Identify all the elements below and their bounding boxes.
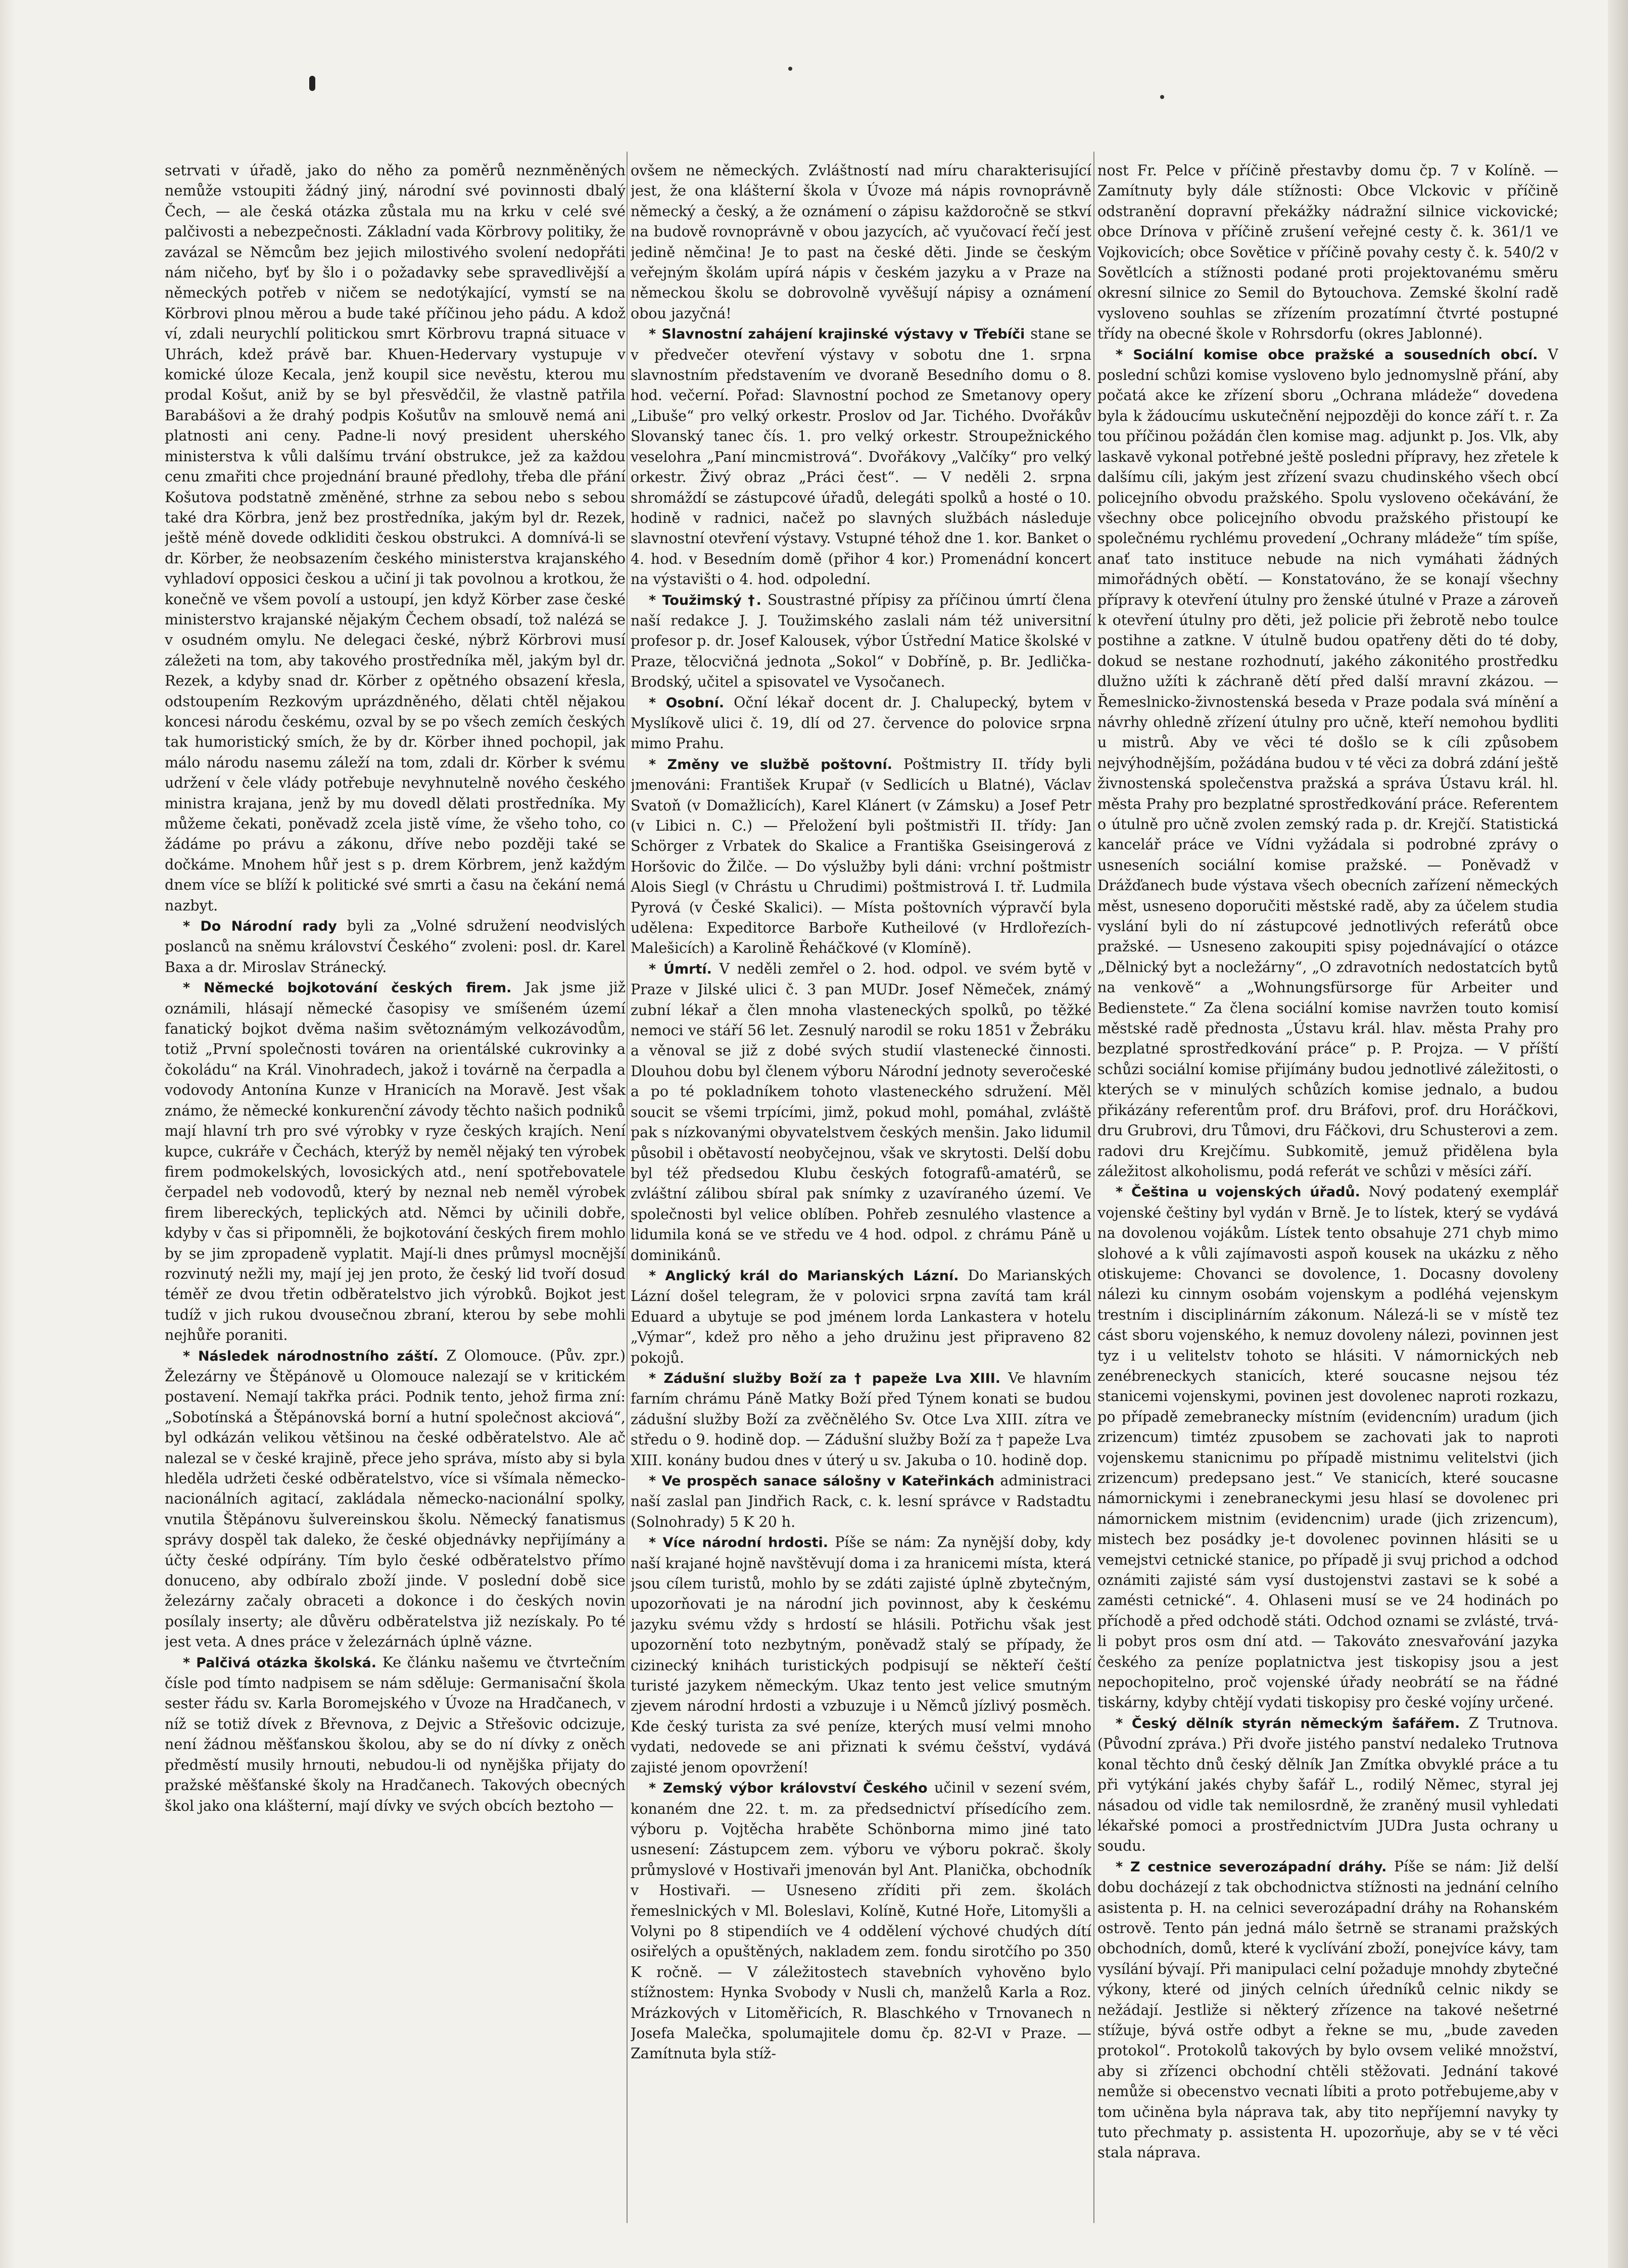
article-heading: * Slavnostní zahájení krajinské výstavy v Třebíči bbox=[649, 326, 1025, 343]
article-heading: * Toužimský †. bbox=[649, 592, 761, 608]
article-narodni-rada bbox=[165, 916, 626, 978]
article-heading: * Úmrtí. bbox=[649, 961, 712, 977]
article-heading: * Z cestnice severozápadní dráhy. bbox=[1116, 1859, 1387, 1875]
article-heading: * Anglický král do Marianských Lázní. bbox=[649, 1268, 959, 1284]
text-column-3 bbox=[1097, 161, 1558, 2232]
article-osobni bbox=[631, 693, 1091, 754]
article-heading: * Ve prospěch sanace sálošny v Kateřinkách bbox=[649, 1473, 995, 1489]
article-nasledek bbox=[165, 1346, 626, 1653]
article-anglicky-kral bbox=[631, 1266, 1091, 1368]
article-body: Píše se nám: Za nynější doby, kdy naší krajané hojně navštěvují doma i za hranicemi místa, která jsou cílem turistů, mohlo by se zdáti zajisté úplně zbytečným, upozorňovati je na národní jich povinnost, aby k českému jazyku svému vždy s hrdostí se hlásili. Potřichu však jest upozornění toto nezbytným, poněvadž stalý se případy, že cizinecký knihách turistických podpisují se někteří čeští turisté jazykem německým. Ukaz tento jest velice smutným zjevem národní hrdosti a vzbuzuje i u Němců jízlivý posměch. Kde český turista za své peníze, kterých musí velmi mnoho vydati, nedovede se ani přiznati k svému češství, vydává zajisté jenom opovržení! bbox=[631, 1534, 1091, 1776]
article-body: Z Olomouce. (Pův. zpr.) Železárny ve Štěpánově u Olomouce nalezají se v kritickém postavení. Nemají takřka práci. Podnik tento, jehož firma zní: „Sobotínská a Štěpánovská borní a hutní společnost akciová“, byl odkázán velikou většinou na české odběratelstvo. Ale ač nalezal se v české krajině, přece jeho správa, místo aby si byla hleděla udržeti české odběratelstvo, více si všímala německo-nacionálních agitací, zakládala německo-nacionální spolky, vnutila Štěpánovu šulvereinskou školu. Německý fanatismus správy dospěl tak daleko, že české objednávky nepřijímány a účty české odpírány. Tím bylo české odběratelstvo přímo donuceno, aby odbíralo zboží jinde. V poslední době sice železárny začaly obraceti a dokonce i do českých novin posílaly inserty; ale důvěru odběratelstva již nezískaly. Po té jest veta. A dnes práce v železárnách úplně vázne. bbox=[165, 1347, 626, 1651]
article-delnik bbox=[1097, 1713, 1558, 1857]
article-heading: * Čeština u vojenských úřadů. bbox=[1116, 1184, 1360, 1200]
article-heading: * Následek národnostního záští. bbox=[183, 1348, 439, 1364]
article-body: Ve hlavním farním chrámu Páně Matky Boží před Týnem konati se budou zádušní služby Boží za zvěčnělého Sv. Otce Lva XIII. zítra ve středu o 9. hodině dop. — Zádušní služby Boží za † papeže Lva XIII. konány budou dnes v úterý u sv. Jakuba o 10. hodině dop. bbox=[631, 1369, 1091, 1469]
page-left-edge bbox=[0, 0, 15, 2268]
article-body: V poslední schůzi komise vysloveno bylo jednomyslně přání, aby počatá akce ke zřízení sboru „Ochrana mládeže“ dovedena byla k žádoucímu uskutečnění nejpozději do konce září t. r. Za tou příčinou požádán člen komise mag. adjunkt p. Jos. Vlk, aby laskavě vykonal potřebné ještě posledni přípravy, hez zřetele k dalšímu cíli, jakým jest zřízení svazu chudinského všech obcí policejního obvodu pražského. Spolu vysloveno očekávání, že všechny obce policejního obvodu pražského přistoupí ke společnému rychlému provedení „Ochrany mládeže“ tím spíše, anať tato instituce nebude na nich vymáhati žádných mimořádných obětí. — Konstatováno, že se konají všechny přípravy k otevření útulny pro ženské útulné v Praze a zároveň k otevření útulny pro děti, jež policie při žebrotě nebo toulce postihne a zatkne. V útulně budou opatřeny děti do té doby, dokud se nestane rozhodnutí, jakého zákonitého prostředku dlužno užíti k záchraně dětí před další mravní zkázou. — Řemeslnicko-živnostenská beseda v Praze podala svá mínění a návrhy ohledně zřízení útulny pro učně, kteří nemohou bydliti u mistrů. Aby ve věci té došlo se k cíli způsobem nejvýhodnějším, požádána budou v té věci za dobrá zdání ještě živnostenská společenstva pražská a správa Ústavu král. hl. města Prahy pro bezplatné sprostředkování práce. Referentem o útulně pro učně zvolen zemský rada p. dr. Krejčí. Statistická kancelář práce ve Vídni vyžádala si podrobné zprávy o usneseních sociální komise pražské. — Poněvadž v Drážďanech bude výstava všech obecních zařízení německých měst, usneseno doporučiti městské radě, aby za účelem studia vyslání byli do ní zástupcové jednotlivých referátů obce pražské. — Usneseno zakoupiti spisy pojednávající o otázce „Dělnický byt a nocležárny“, „O zdravotních nedostatcích bytů na venkově“ a „Wohnungsfürsorge für Arbeiter und Bedienstete.“ Za člena sociální komise navržen touto komisí městské radě přednosta „Ústavu král. hlav. města Prahy pro bezplatné sprostředkování práce“ p. P. Projza. — V příští schůzi sociální komise přijímány budou jednotlivé záležitosti, o kterých se v minulých schůzích komise jednalo, a budou přikázány referentům prof. dru Bráfovi, prof. dru Horáčkovi, dru Grubrovi, dru Tůmovi, dru Fáčkovi, dru Schusterovi a zem. radovi dru Krejčímu. Subkomitě, jemuž přidělena byla záležitost alkoholismu, podá referát ve schůzi v měsíci září. bbox=[1097, 346, 1558, 1180]
page-right-edge bbox=[1608, 0, 1628, 2268]
text-column-2 bbox=[631, 161, 1091, 2232]
article-umrti bbox=[631, 959, 1091, 1266]
column-rule bbox=[627, 152, 628, 2223]
article-body: Oční lékař docent dr. J. Chalupecký, bytem v Myslíkově ulici č. 19, dlí od 27. července do polovice srpna mimo Prahu. bbox=[631, 694, 1091, 752]
article-body: Soustrastné přípisy za příčinou úmrtí člena naší redakce J. J. Toužimského zaslali nám též universitní profesor p. dr. Josef Kalousek, výbor Ústřední Matice školské v Praze, tělocvičná jednota „Sokol“ v Dobříně, p. Br. Jedlička-Brodský, učitel a spisovatel ve Vysočanech. bbox=[631, 591, 1091, 691]
article-socialni-komise bbox=[1097, 345, 1558, 1182]
article-body: Z Trutnova. (Původní zpráva.) Při dvoře jistého panství nedaleko Trutnova konal těchto dnů český dělník Jan Zmítka obvyklé práce a tu při vytýkání jakés chyby šafář L., rodilý Němec, styral jej násadou od vidle tak nemilosrdně, že zraněný musil vyhledati lékařské pomoci a prostřednictvím JUDra Justa ochrany u soudu. bbox=[1097, 1714, 1558, 1855]
article-body: Jak jsme již oznámili, hlásají německé časopisy ve smíšeném území fanatický bojkot dvěma našim světoznámým velkozávodům, totiž „První společnosti továren na orientálské cukrovinky a čokoládu“ na Král. Vinohradech, jakož i továrně na čerpadla a vodovody Antonína Kunze v Hranicích na Moravě. Jest však známo, že německé konkurenční závody těchto našich podniků mají hlavní trh pro své výrobky v ryze českých krajích. Není kupce, cukráře v Čechách, kterýž by neměl nějaký ten výrobek firem podmokelských, lovosických atd., není spotřebovatele čerpadel neb vodovodů, který by neznal neb neměl výrobek firem libereckých, teplických atd. Němci by učinili dobře, kdyby v čas si připomněli, že bojkotování českých firem mohlo by se jim zpropadeně vyplatit. Mají-li dnes průmysl mocnější rozvinutý nežli my, mají jej jen proto, že český lid tvoří dosud téměř ze dvou třetin odběratelstvo jich výrobků. Bojkot jest tudíž v jich rukou dvousečnou zbraní, kterou by sebe mohli nejhůře poraniti. bbox=[165, 979, 626, 1344]
article-body: Ke článku našemu ve čtvrtečním čísle pod tímto nadpisem se nám sděluje: Germanisační škola sester řádu sv. Karla Boromejského v Úvoze na Hradčanech, v níž se totiž dívek z Břevnova, z Dejvic a Střešovic odcizuje, není žádnou měšťanskou školou, aby se do ní dívky z oněch předměstí musily hrnouti, nebudou-li od nynějška přijaty do pražské měšťanské školy na Hradčanech. Takových obecných škol jako ona klášterní, mají dívky ve svých obcích beztoho — bbox=[165, 1654, 626, 1814]
article-sanace bbox=[631, 1471, 1091, 1532]
article-body: Do Marianských Lázní došel telegram, že v polovici srpna zavítá tam král Eduard a ubytuje se pod jménem lorda Lankastera v hotelu „Výmar“, kdež pro něho a jeho družinu jest připraveno 82 pokojů. bbox=[631, 1267, 1091, 1366]
article-heading: * Sociální komise obce pražské a sousedních obcí. bbox=[1116, 347, 1538, 363]
article-body: Nový podatený exemplář vojenské češtiny byl vydán v Brně. Je to lístek, který se vydává na dovolenou vojákům. Lístek tento obsahuje 271 chyb mimo slohové a k vůli zajímavosti aspoň kousek na ukázku z něho otiskujeme: Chovanci se dovolence, 1. Docasny dovoleny nálezi ku cinnym osobám vojenskym a podléhá vejenskym trestním i disciplinárním zákonum. Nálezá-li se v místě tez cást sboru vojenského, k nemuz dovoleny nálezi, povinnen jest tyz i u velitelstv tohoto se hlásiti. V námornických neb zenébreneckych stanicích, které soucasne nejsou téz stanicemi vojenskymi, povinen jest dovolenec naproti rozkazu, po případě zemebranecky místním (evidencním) uradum (jich zrizencum) timtéz zpusobem se zachovati jak to naproti vojenskemu stanicnimu po případě mistnimu velitelstvi (jich zrizencum) predepsano jest.“ Ve stanicích, které soucasne námornickymi i zenebraneckymi jesu hlasí se dovolenec pri námornickem mistnim (evidencnim) urade (jich zrizencum), mistech bez posádky je-t dovolenec povinnen hlásiti se u vemejstvi cetnické stanice, po případě ji svuj prichod a odchod oznámiti zajisté sám vysí dustojenstvi zastavi se k sobé a zamésti cetnické“. 4. Ohlaseni musí se ve 24 hodinách po příchodě a před odchodě státi. Odchod oznami se zvlásté, trvá-li pobyt pros osm dní atd. — Takováto znesvařování jazyka českého za peníze poplatnictva jest tiskopisy jsou a jest nepochopitelno, proč vojenské úřady neobrátí se na řádné tiskárny, kdyby chtějí vydati tiskopisy pro české vojíny určené. bbox=[1097, 1183, 1558, 1711]
article-body: administraci naší zaslal pan Jindřich Rack, c. k. lesní správce v Radstadtu (Solnohrady) 5 K 20 h. bbox=[631, 1472, 1091, 1530]
article-continuation: setrvati v úřadě, jako do něho za poměrů neznměněných nemůže vstoupiti žádný jiný, národní své povinnosti dbalý Čech, — ale česká otázka zůstala mu na krku v celé své palčivosti a nebezpečnosti. Základní vada Körbrovy politiky, že zavázal se Němcům bez jejich milostivého svolení nedopřáti nám ničeho, byť by šlo i o požadavky sebe spravedlivější a německých potřeb v ničem se nedotýkající, vymstí se na Körbrovi plnou měrou a bude také příčinou jeho pádu. A kdož ví, zdali neurychlí politickou smrt Körbrovu trapná situace v Uhrách, kdež právě bar. Khuen-Hedervary vystupuje v komické úloze Kecala, jenž koupil sice nevěstu, kterou mu prodal Košut, aniž by se byl přesvědčil, že vlastně patřila Barabášovi a že drahý podpis Košutův na smlouvě nemá ani platnosti ani ceny. Padne-li nový president uherského ministerstva k vůli dalšímu trvání obstrukce, jež za každou cenu zmařiti chce projednání brauné předlohy, třeba dle přání Košutova podstatně změněné, strhne za sebou nebo s sebou také dra Körbra, jenž bez prostředníka, jakým byl dr. Rezek, ještě méně dovede odkliditi českou obstrukci. A domnívá-li se dr. Körber, že neobsazením českého ministerstva krajanského vyhladoví opposici českou a učiní ji tak povolnou a krotkou, že konečně ve všem povolí a ustoupí, jen když Körber zase české ministerstvo krajanské nějakým Čechem obsadí, tož nalézá se v osudném omylu. Ne delegaci české, nýbrž Körbrovi musí záležeti na tom, aby takového prostředníka měl, jakým byl dr. Rezek, a kdyby snad dr. Körber z opětného obsazení křesla, odstoupením Rezkovým uprázdněného, dělati chtěl nějakou koncesi národu českému, ozval by se po všech zemích českých tak humoristický smích, že by dr. Körber ihned pochopil, jak málo národu nasemu záleží na tom, zdali dr. Körber k svému udržení v čele vlády potřebuje nevyhnutelně nového českého ministra krajana, jenž by mu dovedl dělati prostředníka. My můžeme čekati, poněvadž zcela jistě víme, že všeho toho, co žádáme po právu a zákonu, dříve nebo později také se dočkáme. Mnohem hůř jest s p. drem Körbrem, jenž každým dnem více se blíží k politické své smrti a času na čekání nemá nazbyt. bbox=[165, 162, 626, 914]
column-rule bbox=[1093, 152, 1094, 2223]
article-body: Poštmistry II. třídy byli jmenováni: František Krupař (v Sedlicích u Blatné), Václav Svatoň (v Domažlicích), Karel Klánert (v Zámsku) a Josef Petr (v Libici n. C.) — Přeložení byli poštmistři II. třídy: Jan Schörger z Vrbatek do Skalice a Františka Gseisingerová z Horšovic do Žilče. — Do výslužby byli dáni: vrchní poštmistr Alois Siegl (v Chrástu u Chrudimi) poštmistrová I. tř. Ludmila Pyrová (v České Skalici). — Místa poštovních výpravčí byla udělena: Expeditorce Barboře Kutheilové (v Hrdlořezích-Malešicích) a Karolině Řeháčkové (v Klomíně). bbox=[631, 755, 1091, 957]
article-celnice bbox=[1097, 1857, 1558, 2163]
article-skolska bbox=[165, 1653, 626, 1816]
article-heading: * Osobní. bbox=[649, 695, 725, 711]
article-body: učinil v sezení svém, konaném dne 22. t. m. za předsednictví přísedícího zem. výboru p. Vojtěcha hraběte Schönborna mimo jiné tato usnesení: Zástupcem zem. výboru ve výboru pokrač. školy průmyslové v Hostivaři jmenován byl Ant. Planička, obchodník v Hostivaři. — Usneseno zříditi při zem. školách řemeslnických v Ml. Boleslavi, Kolíně, Kutné Hoře, Litomyšli a Volyni po 8 stipendiích ve 4 oddělení výchové chudých dítí osiřelých a opuštěných, nakladem zem. fondu sirotčího po 350 K ročně. — V záležitostech stavebních vyhověno bylo stížnostem: Hynka Svobody v Nusli ch, manželů Karla a Roz. Mrázkových v Litoměřicích, R. Blaschkého v Trnovanech n Josefa Malečka, spolumajitele domu čp. 82-VI v Praze. — Zamítnuta byla stíž- bbox=[631, 1779, 1091, 2062]
article-heading: * Německé bojkotování českých firem. bbox=[183, 980, 512, 996]
article-continuation: nost Fr. Pelce v příčině přestavby domu čp. 7 v Kolíně. — Zamítnuty byly dále stížnosti: Obce Vlckovic v příčině odstranění dopravní překážky nádražní silnice vickovické; obce Drínova v příčině zrušení veřejné cesty č. k. 361/1 ve Vojkovicích; obce Sovětice v příčině povahy cesty č. k. 540/2 v Sovětlcích a stížnosti podané proti projektovanému směru okresní silnice zo Semil do Bytouchova. Zemské školní radě vysloveno souhlas se zřízením prozatímní čtvrté postupné třídy na obecné škole v Rohrsdorfu (okres Jablonné). bbox=[1097, 162, 1558, 343]
article-body: stane se v předvečer otevření výstavy v sobotu dne 1. srpna slavnostním představením ve dvoraně Besedního domu o 8. hod. večerní. Pořad: Slavnostní pochod ze Smetanovy opery „Libuše“ pro velký orkestr. Proslov od Jar. Tichého. Dvořákův Slovanský tanec čís. 1. pro velký orkestr. Stroupežnického veselohra „Paní mincmistrová“. Dvořákovy „Valčíky“ pro velký orkestr. Živý obraz „Práci čest“. — V neděli 2. srpna shromáždí se zástupcové úřadů, delegáti spolků a hosté o 10. hodině v radnici, načež po slavných službách následuje slavnostní otevření výstavy. Vstupné téhož dne 1. kor. Banket o 4. hod. v Besedním domě (přihor 4 kor.) Promenádní koncert na výstavišti o 4. hod. odpolední. bbox=[631, 325, 1091, 588]
article-body: byli za „Volné sdružení neodvislých poslanců na sněmu království Českého“ zvoleni: posl. dr. Karel Baxa a dr. Miroslav Stránecký. bbox=[165, 918, 626, 976]
article-heading: * Zádušní služby Boží za † papeže Lva XIII. bbox=[649, 1370, 1001, 1386]
article-bojkot bbox=[165, 978, 626, 1345]
ink-speck bbox=[1160, 95, 1164, 99]
article-touzimsky bbox=[631, 590, 1091, 693]
article-heading: * Do Národní rady bbox=[183, 919, 337, 935]
article-body: Píše se nám: Již delší dobu docházejí z tak obchodnictva stížnosti na jednání celního asistenta p. H. na celnici severozápadní dráhy na Rohanském ostrově. Tento pán jedná málo šetrně se stranami pražských obchodních, domů, které k vyclívání zboží, ponejvíce kávy, tam vysílání bývají. Při manipulaci celní požaduje mnohdy zbytečné výkony, které od jiných celních úředníků celnic nikdy se nežádají. Jestliže si některý zřízence na takové nešetrné stížuje, bývá ostře odbyt a řekne se mu, „bude zaveden protokol“. Protokolů takových by bylo ovsem veliké množství, aby si zřízenci obchodní chtěli stěžovati. Jednání takové nemůže si obecenstvo vecnati líbiti a proto potřebujeme,aby v tom učiněna byla náprava tak, aby tito nepříjemní navyky ty tuto přechmaty p. assistenta H. upozorňuje, aby se v té věci stala náprava. bbox=[1097, 1858, 1558, 2161]
article-heading: * Zemský výbor království Českého bbox=[649, 1780, 928, 1797]
punch-hole-mark bbox=[309, 76, 315, 91]
article-hrdost bbox=[631, 1532, 1091, 1778]
article-zemsky-vybor bbox=[631, 1778, 1091, 2064]
article-heading: * Palčivá otázka školská. bbox=[183, 1655, 376, 1671]
article-vystava bbox=[631, 324, 1091, 590]
text-column-1 bbox=[165, 161, 626, 2232]
article-body: V neděli zemřel o 2. hod. odpol. ve svém bytě v Praze v Jilské ulici č. 3 pan MUDr. Josef Němeček, známý zubní lékař a člen mnoha vlasteneckých spolků, po těžké nemoci ve stáří 56 let. Zesnulý narodil se roku 1851 v Žebráku a věnoval se již z dobé svých studií vlastenecké činnosti. Dlouhou dobu byl členem výboru Národní jednoty severočeské a po té pokladníkem tohoto vlasteneckého sdružení. Měl soucit se všemi trpícími, jimž, pokud mohl, pomáhal, zvláště pak s nízkovanými obyvatelstvem českých menšin. Jako lidumil působil i obětavostí neobyčejnou, však ve skrytosti. Delší dobu byl též předsedou Klubu českých fotografů-amatérů, se zvláštní zálibou sbíral pak snímky z uzavíraného území. Ve společnosti byl velice oblíben. Pohřeb zesnulého vlastence a lidumila koná se ve středu ve 4 hod. odpol. z chrámu Páně u dominikánů. bbox=[631, 960, 1091, 1264]
article-heading: * Změny ve službě poštovní. bbox=[649, 756, 892, 773]
article-heading: * Český dělník styrán německým šafářem. bbox=[1116, 1715, 1460, 1731]
article-heading: * Více národní hrdosti. bbox=[649, 1535, 829, 1551]
article-continuation: ovšem ne německých. Zvláštností nad míru charakterisující jest, že ona klášterní škola v Úvoze má nápis rovnoprávně německý a český, a že oznámení o zápisu každoročně se stkví na budově rovnoprávně v obou jazycích, ač vyučovací řečí jest jedině němčina! Je to past na české děti. Jinde se českým veřejným školám upírá nápis v českém jazyku a v Praze na německou školu se dobrovolně vyvěšují nápisy a oznámení obou jazyčná! bbox=[631, 162, 1091, 322]
ink-speck bbox=[788, 67, 792, 71]
article-postovni bbox=[631, 754, 1091, 959]
article-cestina bbox=[1097, 1182, 1558, 1713]
article-zadusni bbox=[631, 1368, 1091, 1471]
